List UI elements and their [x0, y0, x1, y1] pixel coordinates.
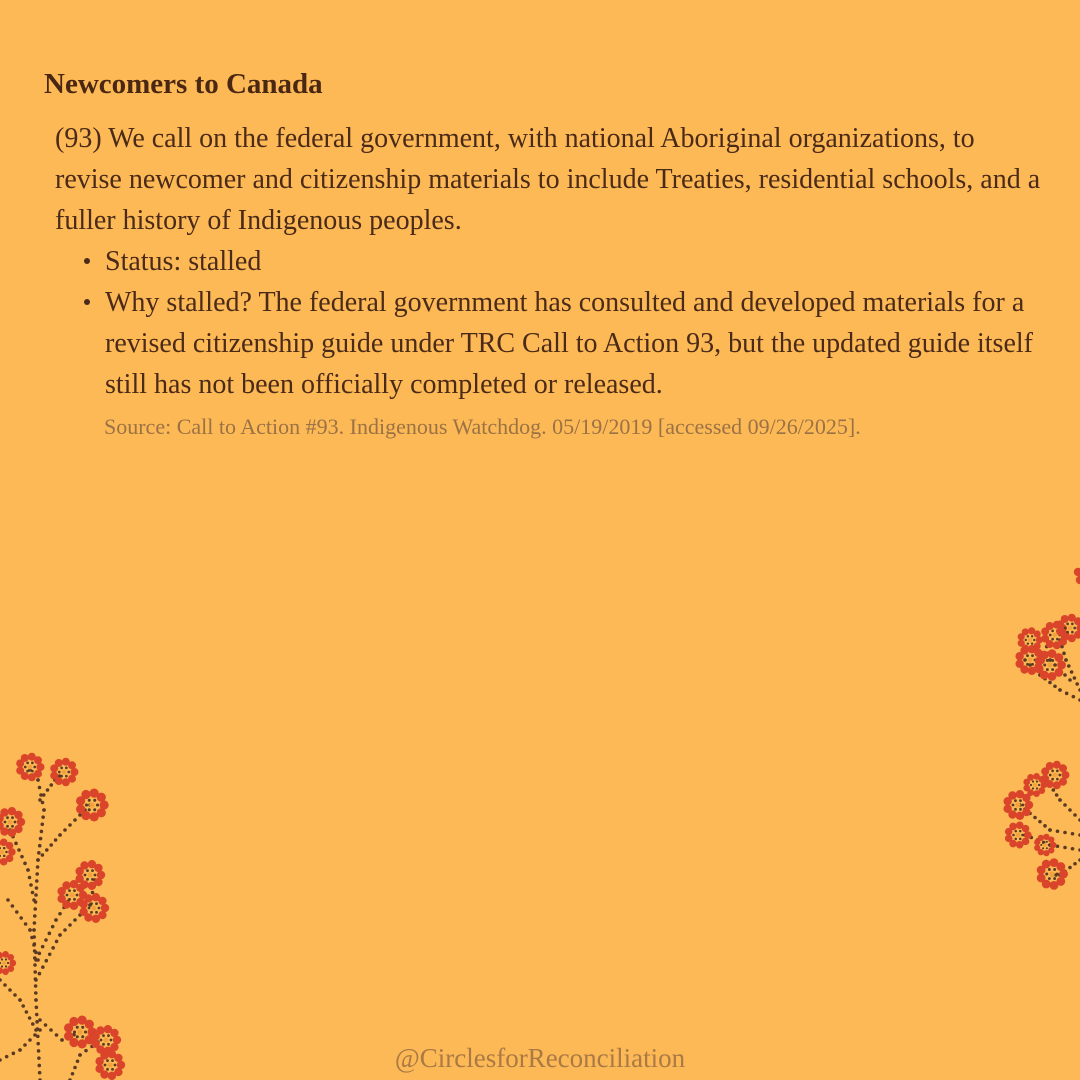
bullet-icon [84, 299, 90, 305]
status-text: Status: stalled [105, 246, 262, 277]
status-bullet [80, 241, 1040, 282]
call-to-action-text: (93) We call on the federal government, with national Aboriginal organizations, to revise newcomer and citizenship materials to include Treaties, residential schools, and a fuller history of Indigenous peoples. [55, 123, 1041, 236]
social-handle: @CirclesforReconciliation [394, 1043, 686, 1073]
why-stalled-text: Why stalled? The federal government has consulted and developed materials for a revised citizenship guide under TRC Call to Action 93, but the updated guide itself still has not been officially completed or released. [105, 287, 1033, 400]
source-citation: Source: Call to Action #93. Indigenous Watchdog. 05/19/2019 [accessed 09/26/2025]. [104, 414, 861, 439]
status-list [80, 241, 1040, 405]
bullet-icon [84, 258, 90, 264]
why-stalled-bullet [80, 282, 1040, 405]
section-heading: Newcomers to Canada [44, 68, 323, 100]
